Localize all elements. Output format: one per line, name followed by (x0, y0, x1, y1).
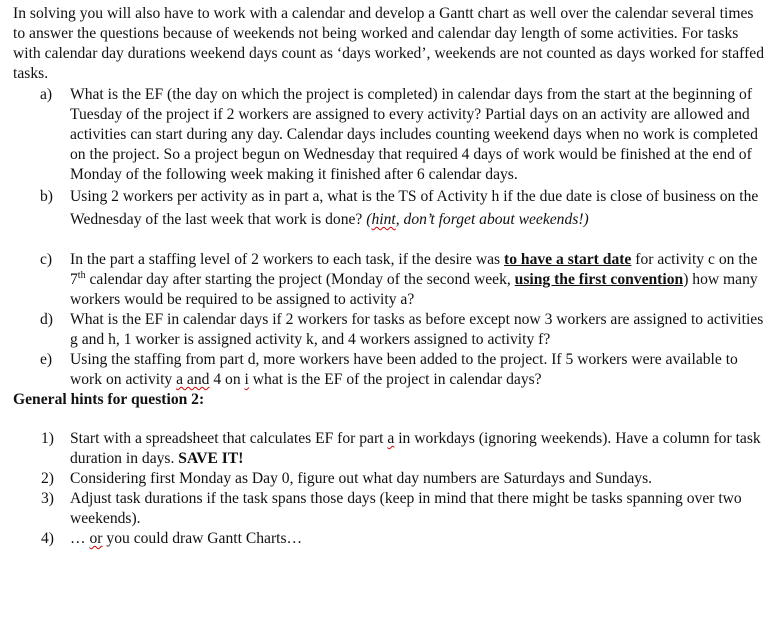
question-a-label: a) (40, 86, 53, 103)
spacer (13, 231, 765, 250)
question-c (13, 250, 765, 310)
question-d (13, 310, 765, 350)
hint-2-label: 2) (41, 470, 54, 487)
hints-heading: General hints for question 2: (13, 391, 205, 408)
hint-2-text: Considering first Monday as Day 0, figure out what day numbers are Saturdays and Sundays. (70, 470, 653, 487)
hint-4 (13, 529, 765, 549)
hint-3-text: Adjust task durations if the task spans those days (keep in mind that there might be tasks spanning over two weekends). (70, 490, 742, 527)
question-a-text: What is the EF (the day on which the project is completed) in calendar days from the start at the beginning of Tuesday of the project if 2 workers are assigned to every activity? Partial days on an activity are allowed and activities can start during any day. Calendar days includes counting weekend days when no work is completed on the project. So a project begun on Wednesday that required 4 days of work would be finished at the end of Monday of the following week making it finished after 6 calendar days. (70, 86, 758, 183)
intro-paragraph: In solving you will also have to work with a calendar and develop a Gantt chart as well over the calendar several times to answer the questions because of weekends not being worked and calendar day length of some activities. For tasks with calendar day durations weekend days count as ‘days worked’, weekends are not counted as days worked for staffed tasks. (13, 5, 764, 82)
hint-2 (13, 469, 765, 489)
question-b-hint-word: hint (371, 211, 396, 228)
hint-1-label: 1) (41, 430, 54, 447)
question-d-text: What is the EF in calendar days if 2 workers for tasks as before except now 3 workers are assigned to activities g and h, 1 worker is assigned activity k, and 4 workers assigned to activity f? (70, 311, 764, 348)
question-b-hint: (hint, don’t forget about weekends!) (366, 211, 589, 228)
hint-3-label: 3) (41, 490, 54, 507)
start-date-emphasis: to have a start date (504, 251, 632, 268)
question-c-text: In the part a staffing level of 2 workers to each task, if the desire was to have a start date for activity c on the 7th calendar day after starting the project (Monday of the second week, using the first convention) how many workers would be required to be assigned to activity a? (70, 251, 758, 308)
spacer (13, 410, 765, 429)
hint-1 (13, 429, 765, 469)
hint-1-text: Start with a spreadsheet that calculates EF for part a in workdays (ignoring weekends). Have a column for task duration in days. SAVE IT! (70, 430, 761, 467)
question-b (13, 185, 765, 231)
save-it-emphasis: SAVE IT! (178, 450, 244, 467)
hint-3 (13, 489, 765, 529)
hint-4-label: 4) (41, 530, 54, 547)
question-c-label: c) (40, 251, 53, 268)
question-d-label: d) (40, 311, 53, 328)
question-e-text: Using the staffing from part d, more workers have been added to the project. If 5 workers were available to work on activity a and 4 on i what is the EF of the project in calendar days? (70, 351, 738, 388)
hint-4-text: … or you could draw Gantt Charts… (70, 530, 303, 547)
question-e-label: e) (40, 351, 53, 368)
first-convention-emphasis: using the first convention (514, 271, 684, 288)
question-b-label: b) (40, 188, 53, 205)
question-a (13, 85, 765, 185)
question-b-text: Using 2 workers per activity as in part a, what is the TS of Activity h if the due date is close of business on the Wednesday of the last week that work is done? (70, 188, 759, 228)
question-e (13, 350, 765, 390)
